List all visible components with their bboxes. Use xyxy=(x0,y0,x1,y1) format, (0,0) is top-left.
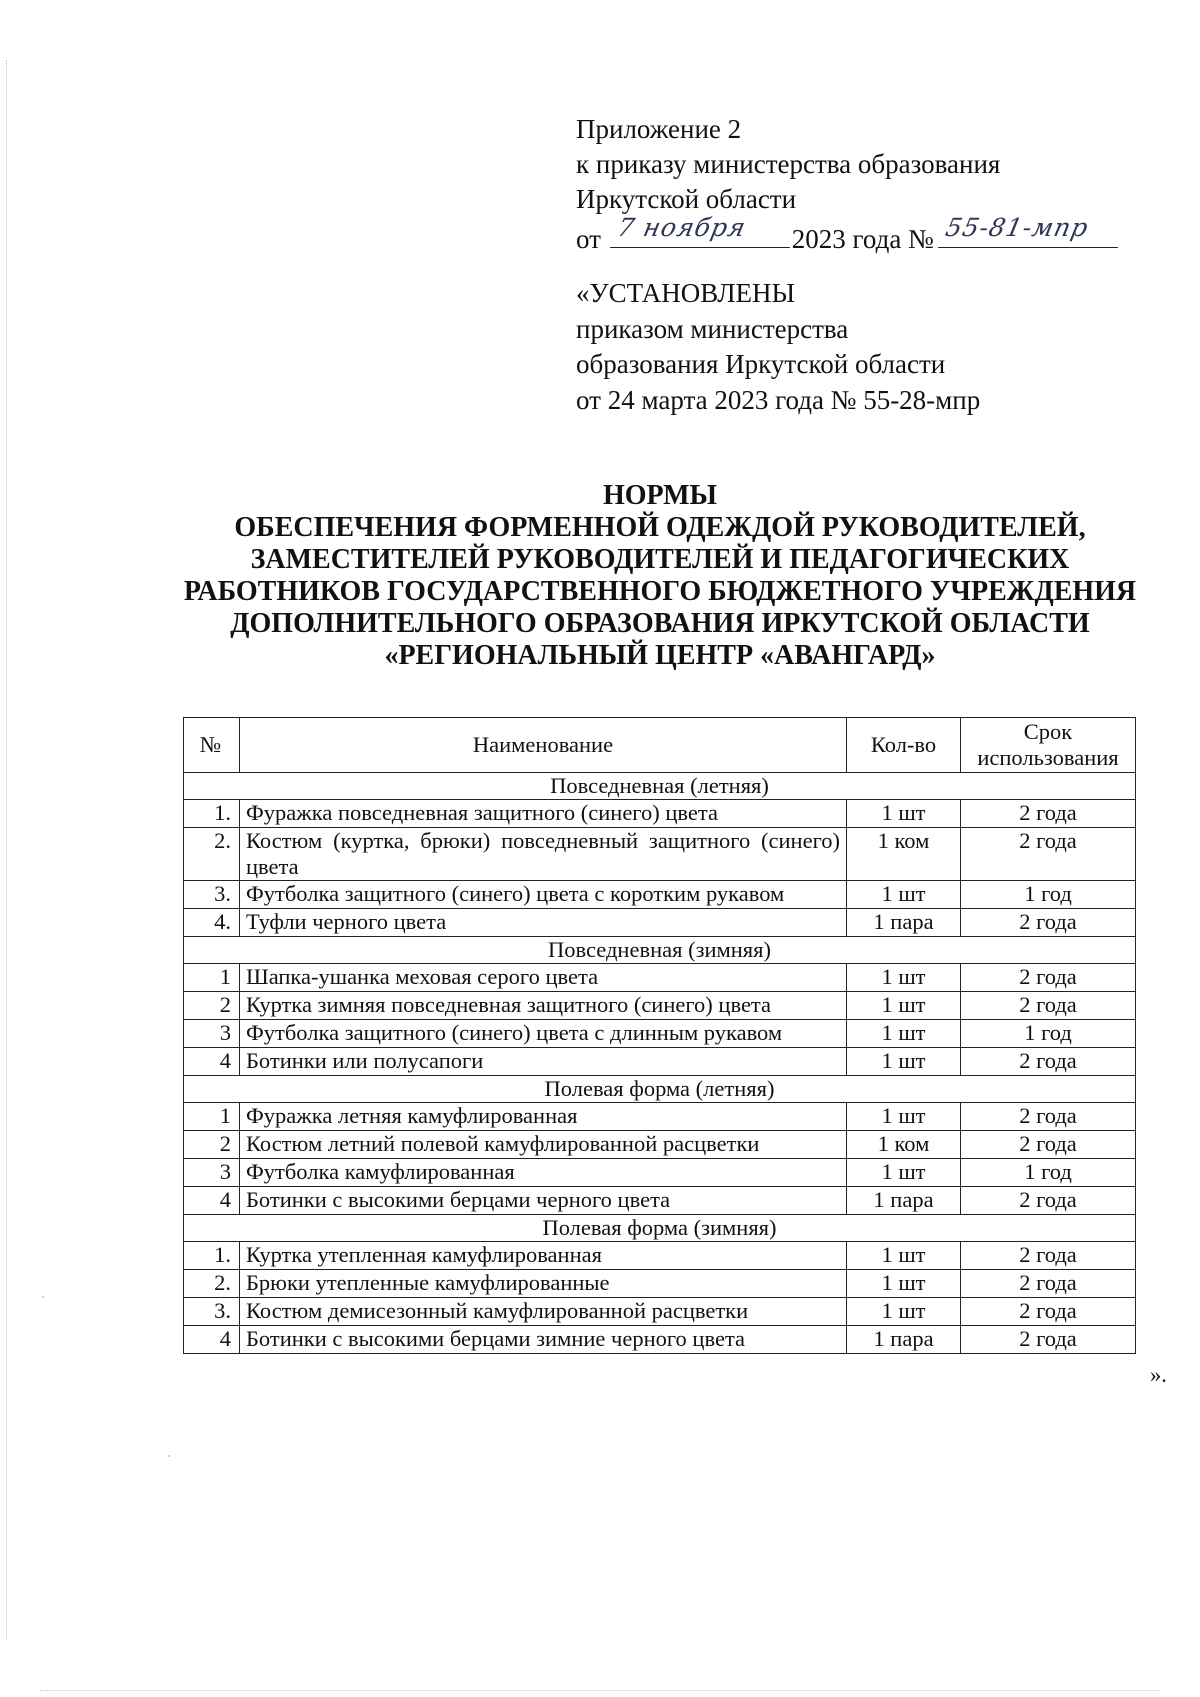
table-row xyxy=(184,1270,1136,1298)
table-row xyxy=(184,1242,1136,1270)
title-line-3: ЗАМЕСТИТЕЛЕЙ РУКОВОДИТЕЛЕЙ И ПЕДАГОГИЧЕСКИХ xyxy=(250,544,1070,575)
scan-edge-bottom xyxy=(40,1690,1160,1691)
cell-no: 4. xyxy=(184,909,240,937)
cell-term: 2 года xyxy=(961,1326,1136,1354)
date-prefix: от xyxy=(576,224,601,254)
table-row xyxy=(184,1103,1136,1131)
attachment-block xyxy=(576,112,1118,257)
scan-speck xyxy=(42,1296,44,1298)
established-line-1: «УСТАНОВЛЕНЫ xyxy=(576,278,796,308)
closing-quote: ». xyxy=(1150,1362,1167,1387)
table-row xyxy=(184,828,1136,881)
cell-qty: 1 ком xyxy=(847,828,961,881)
cell-no: 1. xyxy=(184,800,240,828)
cell-qty: 1 шт xyxy=(847,1020,961,1048)
scan-edge-left xyxy=(6,60,8,1640)
table-row xyxy=(184,1048,1136,1076)
section-row xyxy=(184,1076,1136,1103)
table-row xyxy=(184,1159,1136,1187)
title-line-4: РАБОТНИКОВ ГОСУДАРСТВЕННОГО БЮДЖЕТНОГО УЧРЕЖДЕНИЯ xyxy=(183,576,1137,607)
table-row xyxy=(184,1131,1136,1159)
cell-no: 2 xyxy=(184,1131,240,1159)
table-row xyxy=(184,1020,1136,1048)
cell-name: Куртка утепленная камуфлированная xyxy=(240,1242,847,1270)
cell-term: 2 года xyxy=(961,800,1136,828)
cell-term: 2 года xyxy=(961,1242,1136,1270)
table-row xyxy=(184,881,1136,909)
cell-term: 2 года xyxy=(961,1187,1136,1215)
cell-no: 1 xyxy=(184,1103,240,1131)
cell-name: Футболка защитного (синего) цвета с длинным рукавом xyxy=(240,1020,847,1048)
cell-qty: 1 ком xyxy=(847,1131,961,1159)
table-row xyxy=(184,1298,1136,1326)
cell-name: Фуражка повседневная защитного (синего) цвета xyxy=(240,800,847,828)
cell-name: Туфли черного цвета xyxy=(240,909,847,937)
cell-qty: 1 пара xyxy=(847,1326,961,1354)
cell-term: 2 года xyxy=(961,1298,1136,1326)
norms-table xyxy=(183,717,1136,1354)
table-row xyxy=(184,800,1136,828)
header-qty: Кол-во xyxy=(847,718,961,773)
header-term xyxy=(961,718,1136,773)
section-row xyxy=(184,937,1136,964)
cell-no: 4 xyxy=(184,1187,240,1215)
section-title: Полевая форма (зимняя) xyxy=(184,1215,1136,1242)
header-no: № xyxy=(184,718,240,773)
title-line-5: ДОПОЛНИТЕЛЬНОГО ОБРАЗОВАНИЯ ИРКУТСКОЙ ОБЛАСТИ xyxy=(230,608,1090,639)
section-row xyxy=(184,1215,1136,1242)
table-row xyxy=(184,992,1136,1020)
cell-qty: 1 шт xyxy=(847,992,961,1020)
attachment-line-1: Приложение 2 xyxy=(576,114,742,144)
year-text: 2023 года № xyxy=(791,224,934,254)
table-row xyxy=(184,964,1136,992)
cell-name: Ботинки с высокими берцами черного цвета xyxy=(240,1187,847,1215)
cell-no: 3 xyxy=(184,1020,240,1048)
table-header-row xyxy=(184,718,1136,773)
cell-name: Шапка-ушанка меховая серого цвета xyxy=(240,964,847,992)
cell-term: 1 год xyxy=(961,1020,1136,1048)
established-line-3: образования Иркутской области xyxy=(576,349,946,379)
handwritten-number: 55-81-мпр xyxy=(942,213,1092,242)
cell-term: 2 года xyxy=(961,1131,1136,1159)
cell-name: Фуражка летняя камуфлированная xyxy=(240,1103,847,1131)
cell-name: Костюм летний полевой камуфлированной расцветки xyxy=(240,1131,847,1159)
cell-term: 2 года xyxy=(961,964,1136,992)
cell-term: 2 года xyxy=(961,1103,1136,1131)
cell-name: Футболка камуфлированная xyxy=(240,1159,847,1187)
table-row xyxy=(184,1326,1136,1354)
cell-name: Костюм (куртка, брюки) повседневный защитного (синего) цвета xyxy=(240,828,847,881)
established-line-4: от 24 марта 2023 года № 55-28-мпр xyxy=(576,384,981,415)
header-name: Наименование xyxy=(240,718,847,773)
cell-no: 3. xyxy=(184,1298,240,1326)
cell-name: Ботинки с высокими берцами зимние черного цвета xyxy=(240,1326,847,1354)
cell-term: 2 года xyxy=(961,828,1136,881)
cell-no: 2 xyxy=(184,992,240,1020)
date-blank xyxy=(610,213,790,248)
cell-term: 2 года xyxy=(961,909,1136,937)
cell-term: 2 года xyxy=(961,1270,1136,1298)
cell-no: 4 xyxy=(184,1326,240,1354)
header-term-line-2: использования xyxy=(977,745,1119,770)
cell-qty: 1 шт xyxy=(847,1298,961,1326)
title-line-1: НОРМЫ xyxy=(602,480,718,511)
scan-speck xyxy=(168,1455,170,1457)
cell-qty: 1 шт xyxy=(847,1270,961,1298)
attachment-date-line xyxy=(576,213,1118,257)
cell-name: Куртка зимняя повседневная защитного (синего) цвета xyxy=(240,992,847,1020)
cell-qty: 1 шт xyxy=(847,881,961,909)
table-body xyxy=(184,773,1136,1354)
established-block xyxy=(576,276,980,418)
attachment-line-2: к приказу министерства образования xyxy=(576,149,1001,179)
document-title xyxy=(140,480,1180,672)
cell-term: 1 год xyxy=(961,881,1136,909)
cell-qty: 1 шт xyxy=(847,800,961,828)
cell-name: Брюки утепленные камуфлированные xyxy=(240,1270,847,1298)
cell-no: 1. xyxy=(184,1242,240,1270)
cell-qty: 1 пара xyxy=(847,909,961,937)
cell-name: Костюм демисезонный камуфлированной расцветки xyxy=(240,1298,847,1326)
cell-no: 4 xyxy=(184,1048,240,1076)
title-line-2: ОБЕСПЕЧЕНИЯ ФОРМЕННОЙ ОДЕЖДОЙ РУКОВОДИТЕЛЕЙ, xyxy=(234,512,1086,543)
established-line-2: приказом министерства xyxy=(576,313,849,344)
cell-qty: 1 шт xyxy=(847,1103,961,1131)
section-row xyxy=(184,773,1136,800)
cell-no: 2. xyxy=(184,828,240,881)
cell-no: 2. xyxy=(184,1270,240,1298)
header-term-line-1: Срок xyxy=(1023,719,1073,744)
number-blank xyxy=(938,213,1118,248)
section-title: Повседневная (летняя) xyxy=(184,773,1136,800)
cell-name: Ботинки или полусапоги xyxy=(240,1048,847,1076)
cell-term: 1 год xyxy=(961,1159,1136,1187)
cell-qty: 1 шт xyxy=(847,1159,961,1187)
table-row xyxy=(184,1187,1136,1215)
cell-term: 2 года xyxy=(961,992,1136,1020)
cell-qty: 1 пара xyxy=(847,1187,961,1215)
cell-name: Футболка защитного (синего) цвета с коротким рукавом xyxy=(240,881,847,909)
attachment-line-3: Иркутской области xyxy=(576,184,797,214)
handwritten-date: 7 ноября xyxy=(614,213,749,242)
cell-no: 3 xyxy=(184,1159,240,1187)
cell-qty: 1 шт xyxy=(847,1242,961,1270)
table-row xyxy=(184,909,1136,937)
cell-term: 2 года xyxy=(961,1048,1136,1076)
cell-qty: 1 шт xyxy=(847,1048,961,1076)
cell-no: 3. xyxy=(184,881,240,909)
cell-no: 1 xyxy=(184,964,240,992)
section-title: Полевая форма (летняя) xyxy=(184,1076,1136,1103)
section-title: Повседневная (зимняя) xyxy=(184,937,1136,964)
title-line-6: «РЕГИОНАЛЬНЫЙ ЦЕНТР «АВАНГАРД» xyxy=(384,640,936,671)
cell-qty: 1 шт xyxy=(847,964,961,992)
